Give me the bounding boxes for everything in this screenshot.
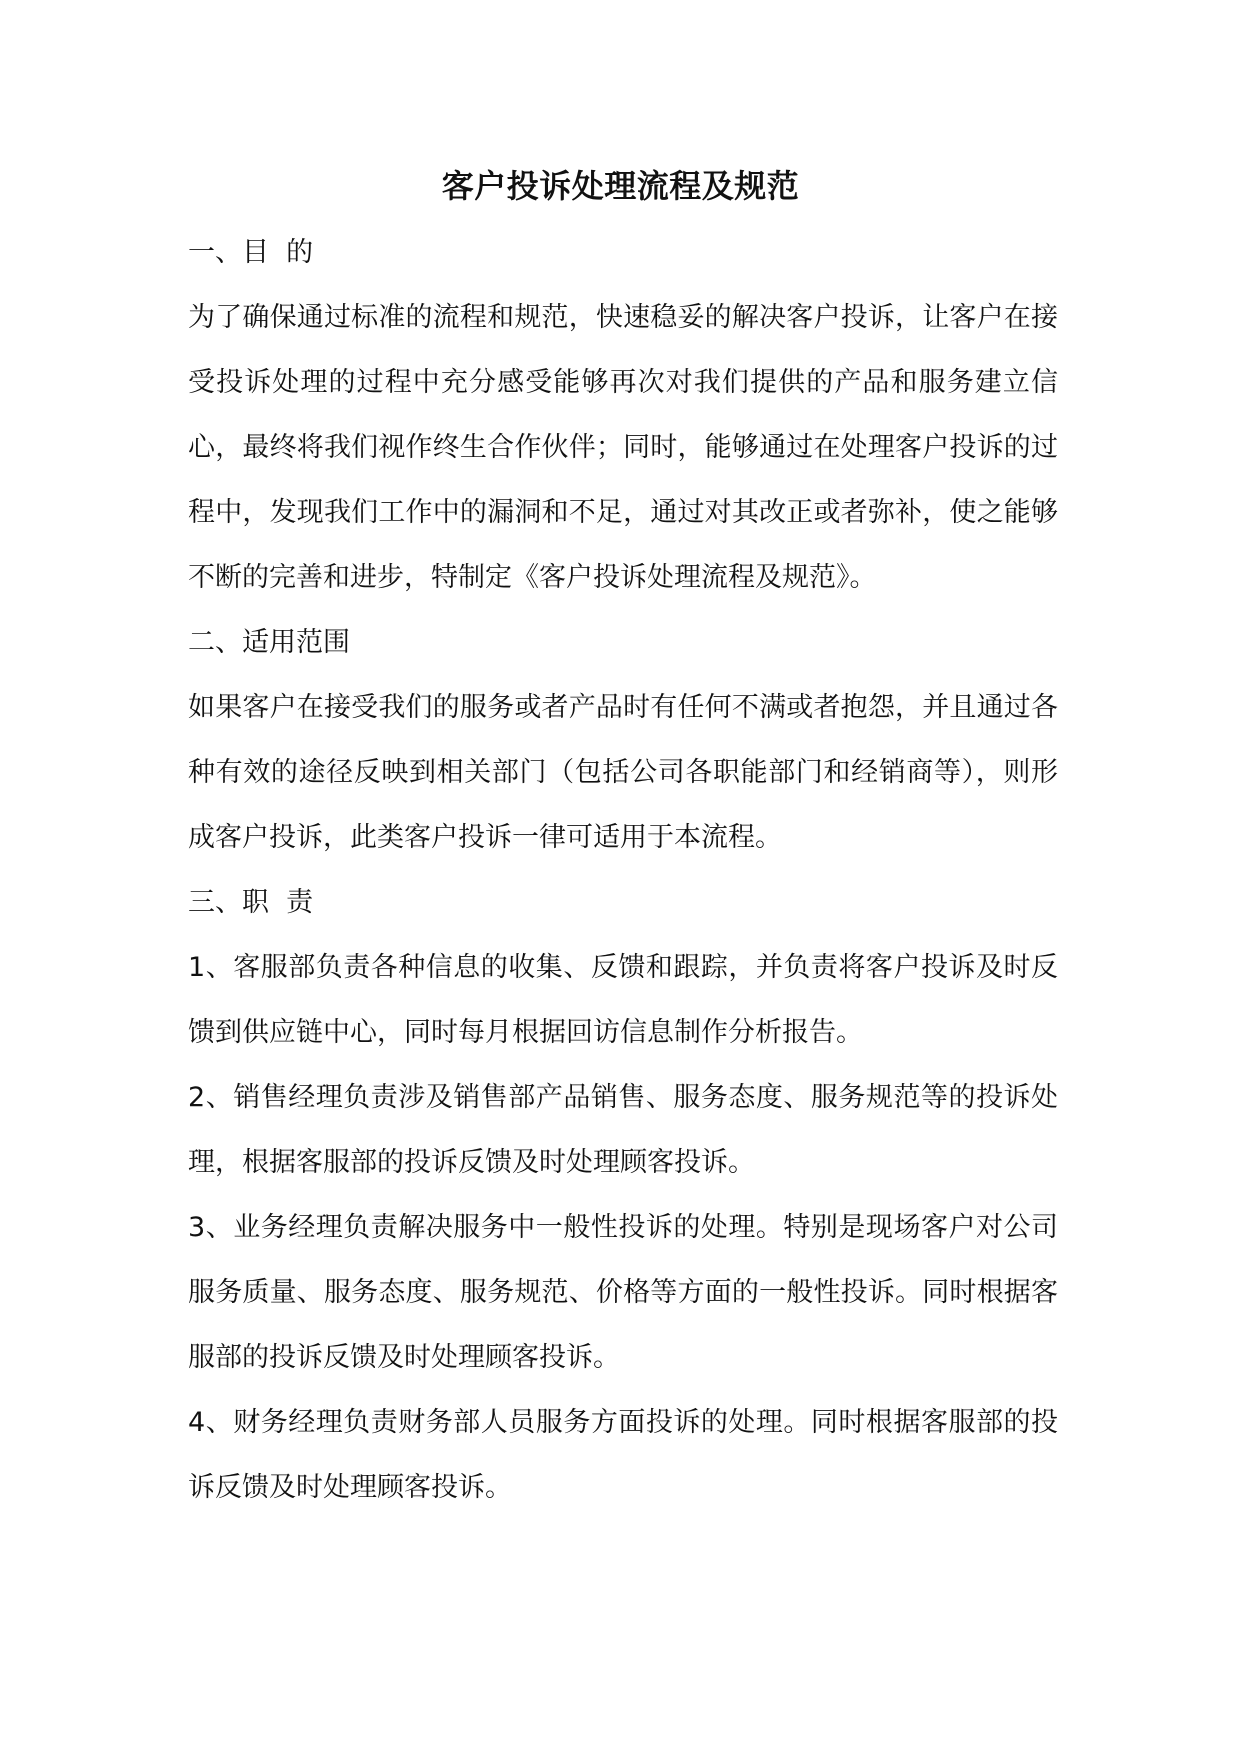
document-body <box>188 220 1058 1520</box>
section-heading-responsibilities: 三、职 责 <box>188 887 314 918</box>
responsibility-item-3: 3、业务经理负责解决服务中一般性投诉的处理。特别是现场客户对公司服务质量、服务态度、服务规范、价格等方面的一般性投诉。同时根据客服部的投诉反馈及时处理顾客投诉。 <box>188 1212 1058 1373</box>
section-heading-scope: 二、适用范围 <box>188 627 350 658</box>
section-heading-purpose: 一、目 的 <box>188 237 314 268</box>
responsibility-item-2: 2、销售经理负责涉及销售部产品销售、服务态度、服务规范等的投诉处理，根据客服部的投诉反馈及时处理顾客投诉。 <box>188 1082 1058 1178</box>
responsibility-item-4: 4、财务经理负责财务部人员服务方面投诉的处理。同时根据客服部的投诉反馈及时处理顾客投诉。 <box>188 1407 1058 1503</box>
document-title: 客户投诉处理流程及规范 <box>441 167 800 205</box>
scope-paragraph: 如果客户在接受我们的服务或者产品时有任何不满或者抱怨，并且通过各种有效的途径反映到相关部门（包括公司各职能部门和经销商等），则形成客户投诉，此类客户投诉一律可适用于本流程。 <box>188 692 1058 853</box>
purpose-paragraph: 为了确保通过标准的流程和规范，快速稳妥的解决客户投诉，让客户在接受投诉处理的过程中充分感受能够再次对我们提供的产品和服务建立信心，最终将我们视作终生合作伙伴；同时，能够通过在处理客户投诉的过程中，发现我们工作中的漏洞和不足，通过对其改正或者弥补，使之能够不断的完善和进步，特制定《客户投诉处理流程及规范》。 <box>188 302 1058 593</box>
responsibility-item-1: 1、客服部负责各种信息的收集、反馈和跟踪，并负责将客户投诉及时反馈到供应链中心，同时每月根据回访信息制作分析报告。 <box>188 952 1058 1048</box>
